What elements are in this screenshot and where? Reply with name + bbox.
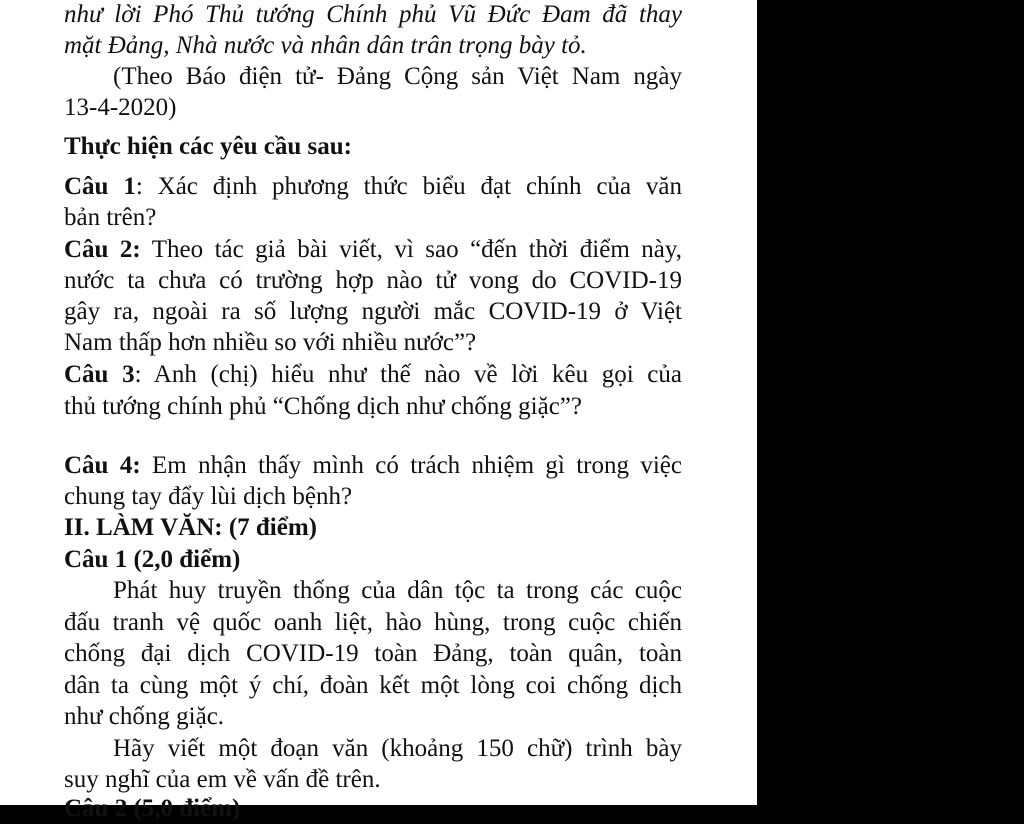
question-2-text: Theo tác giả bài viết, vì sao “đến thời điểm này, [140, 236, 682, 263]
question-3-text: : Anh (chị) hiểu như thế nào về lời kêu gọi của [134, 361, 682, 388]
question-3-label: Câu 3 [64, 361, 135, 388]
section-title: II. LÀM VĂN: (7 điểm) [64, 514, 317, 541]
black-margin [757, 0, 1024, 805]
subsection-title: Câu 1 (2,0 điểm) [64, 546, 241, 573]
question-2-line-3: gây ra, ngoài ra số lượng người mắc COVID-19 ở Việt [64, 298, 682, 325]
paragraph-1-line-4: dân ta cùng một ý chí, đoàn kết một lòng coi chống dịch [64, 672, 682, 699]
paragraph-2-line-2: suy nghĩ của em về vấn đề trên. [64, 766, 381, 793]
question-4-line-1 [64, 451, 682, 481]
paragraph-2-line-1: Hãy viết một đoạn văn (khoảng 150 chữ) trình bày [113, 735, 682, 762]
question-2-line-2: nước ta chưa có trường hợp nào tử vong do COVID-19 [64, 267, 682, 294]
question-3-line-2: thủ tướng chính phủ “Chống dịch như chống giặc”? [64, 393, 582, 420]
source-line-2: 13-4-2020) [64, 94, 177, 121]
question-2-line-4: Nam thấp hơn nhiều so với nhiều nước”? [64, 329, 477, 356]
instruction-heading: Thực hiện các yêu cầu sau: [64, 133, 352, 160]
paragraph-1-line-1: Phát huy truyền thống của dân tộc ta trong các cuộc [113, 577, 682, 604]
paragraph-1-line-3: chống đại dịch COVID-19 toàn Đảng, toàn quân, toàn [64, 640, 682, 667]
question-2-line-1 [64, 235, 682, 265]
question-1-line-2: bản trên? [64, 204, 157, 231]
paragraph-1-line-5: như chống giặc. [64, 703, 225, 730]
cutoff-line: Câu 2 (5,0 điểm) [64, 795, 241, 822]
question-3-line-1 [64, 360, 682, 390]
question-4-line-2: chung tay đẩy lùi dịch bệnh? [64, 483, 353, 510]
intro-line-1: như lời Phó Thủ tướng Chính phủ Vũ Đức Đam đã thay [64, 1, 682, 28]
source-line-1: (Theo Báo điện tử- Đảng Cộng sản Việt Nam ngày [113, 63, 682, 90]
paragraph-1-line-2: đấu tranh vệ quốc oanh liệt, hào hùng, trong cuộc chiến [64, 609, 682, 636]
question-1-text: : Xác định phương thức biểu đạt chính của văn [135, 173, 682, 200]
question-1-line-1 [64, 172, 682, 202]
question-4-label: Câu 4: [64, 452, 141, 479]
question-4-text: Em nhận thấy mình có trách nhiệm gì trong việc [140, 452, 682, 479]
question-2-label: Câu 2: [64, 236, 141, 263]
intro-line-2: mặt Đảng, Nhà nước và nhân dân trân trọng bày tỏ. [64, 32, 587, 59]
question-1-label: Câu 1 [64, 173, 136, 200]
